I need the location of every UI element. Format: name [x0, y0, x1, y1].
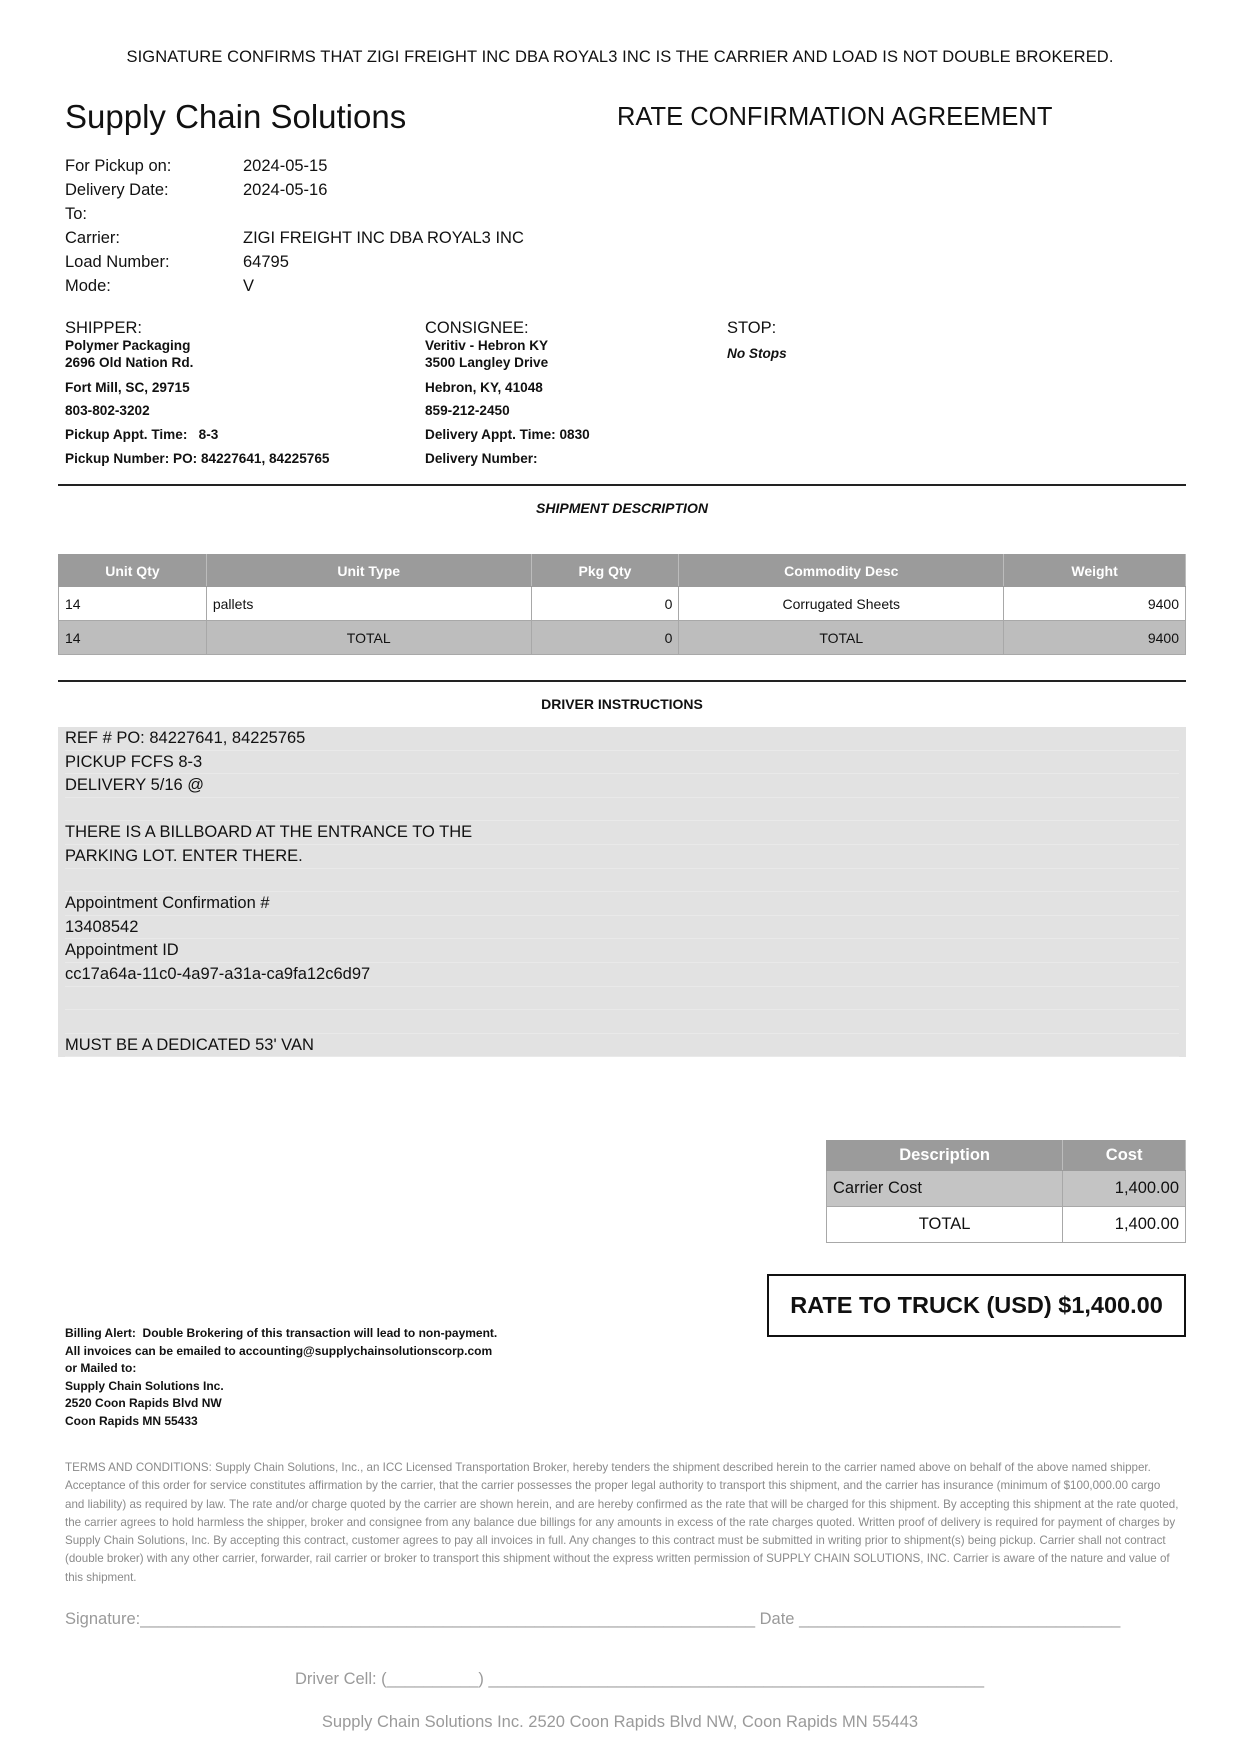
carrier-notice: SIGNATURE CONFIRMS THAT ZIGI FREIGHT INC DBA ROYAL3 INC IS THE CARRIER AND LOAD IS NOT DOUBLE BROKERED.	[126, 48, 1114, 66]
shipment-description-title: SHIPMENT DESCRIPTION	[536, 500, 708, 516]
driver-instructions-title: DRIVER INSTRUCTIONS	[541, 696, 703, 712]
consignee-address: 3500 Langley Drive	[425, 354, 549, 370]
mode-value: V	[243, 277, 255, 295]
total-unit-qty: 14	[59, 621, 207, 655]
consignee-appt-time: Delivery Appt. Time: 0830	[425, 427, 590, 442]
consignee-phone: 859-212-2450	[425, 403, 510, 418]
total-weight: 9400	[1004, 621, 1186, 655]
col-description: Description	[827, 1141, 1063, 1171]
shipment-table	[58, 554, 1186, 655]
cost-total-amount: 1,400.00	[1063, 1207, 1186, 1243]
shipper-pickup-number: Pickup Number: PO: 84227641, 84225765	[65, 451, 330, 466]
consignee-name: Veritiv - Hebron KY	[425, 338, 549, 353]
stop-heading: STOP:	[727, 319, 777, 337]
info-label: Carrier:	[65, 229, 121, 247]
info-row-to	[65, 202, 524, 226]
col-weight: Weight	[1004, 555, 1186, 587]
cell-weight: 9400	[1004, 587, 1186, 621]
cost-total-row	[827, 1207, 1186, 1243]
table-row	[59, 587, 1186, 621]
consignee-heading: CONSIGNEE:	[425, 319, 529, 337]
signature-line: Signature:___________________________________________________________________ Date ___________________________________	[65, 1610, 1121, 1628]
stop-value: No Stops	[727, 346, 787, 361]
total-pkg-qty: 0	[531, 621, 679, 655]
instruction-line: cc17a64a-11c0-4a97-a31a-ca9fa12c6d97	[65, 963, 1179, 987]
consignee-block	[425, 338, 548, 371]
info-row-pickup	[65, 154, 524, 178]
consignee-delivery-number: Delivery Number:	[425, 451, 538, 466]
info-label: Delivery Date:	[65, 181, 169, 199]
col-commodity-desc: Commodity Desc	[679, 555, 1004, 587]
instruction-line: Appointment ID	[65, 939, 1179, 963]
shipper-appt-time: Pickup Appt. Time: 8-3	[65, 427, 219, 442]
info-row-mode	[65, 274, 524, 298]
total-unit-type: TOTAL	[206, 621, 531, 655]
shipper-phone: 803-802-3202	[65, 403, 150, 418]
carrier-name: ZIGI FREIGHT INC DBA ROYAL3 INC	[243, 229, 524, 247]
billing-line: or Mailed to:	[65, 1361, 137, 1376]
billing-alert	[65, 1325, 497, 1431]
load-info	[65, 154, 524, 298]
instruction-line	[65, 869, 1179, 893]
info-row-load-number	[65, 250, 524, 274]
col-unit-type: Unit Type	[206, 555, 531, 587]
instruction-line	[65, 1010, 1179, 1034]
instruction-line	[65, 987, 1179, 1011]
driver-cell-line: Driver Cell: (__________) ______________________________________________________	[295, 1670, 985, 1688]
cell-unit-type: pallets	[206, 587, 531, 621]
col-cost: Cost	[1063, 1141, 1186, 1171]
info-label: Mode:	[65, 277, 111, 295]
billing-line: Billing Alert: Double Brokering of this transaction will lead to non-payment.	[65, 1326, 498, 1340]
cell-commodity-desc: Corrugated Sheets	[679, 587, 1004, 621]
cost-header-row	[827, 1141, 1186, 1171]
instruction-line: Appointment Confirmation #	[65, 892, 1179, 916]
info-label: For Pickup on:	[65, 157, 172, 175]
shipper-heading: SHIPPER:	[65, 319, 143, 337]
shipment-header-row	[59, 555, 1186, 587]
shipper-city: Fort Mill, SC, 29715	[65, 380, 190, 395]
instruction-line: PICKUP FCFS 8-3	[65, 751, 1179, 775]
instruction-line: THERE IS A BILLBOARD AT THE ENTRANCE TO THE	[65, 821, 1179, 845]
cell-unit-qty: 14	[59, 587, 207, 621]
divider	[58, 484, 1186, 486]
billing-line: 2520 Coon Rapids Blvd NW	[65, 1396, 222, 1411]
rate-to-truck: RATE TO TRUCK (USD) $1,400.00	[767, 1274, 1186, 1337]
col-unit-qty: Unit Qty	[59, 555, 207, 587]
delivery-date: 2024-05-16	[243, 181, 328, 199]
document-title: RATE CONFIRMATION AGREEMENT	[617, 103, 1053, 131]
info-label: Load Number:	[65, 253, 170, 271]
company-name: Supply Chain Solutions	[65, 98, 407, 135]
instruction-line: DELIVERY 5/16 @	[65, 774, 1179, 798]
billing-line: All invoices can be emailed to accounting@supplychainsolutionscorp.com	[65, 1343, 493, 1358]
info-row-delivery	[65, 178, 524, 202]
cost-table	[826, 1140, 1186, 1243]
total-commodity-desc: TOTAL	[679, 621, 1004, 655]
consignee-city: Hebron, KY, 41048	[425, 380, 543, 395]
billing-line: Supply Chain Solutions Inc.	[65, 1378, 224, 1393]
shipper-address: 2696 Old Nation Rd.	[65, 354, 194, 370]
table-total-row	[59, 621, 1186, 655]
load-number: 64795	[243, 253, 289, 271]
info-label: To:	[65, 205, 88, 223]
instruction-line	[65, 798, 1179, 822]
instruction-line: REF # PO: 84227641, 84225765	[65, 727, 1179, 751]
cell-pkg-qty: 0	[531, 587, 679, 621]
pickup-date: 2024-05-15	[243, 157, 328, 175]
terms-and-conditions: TERMS AND CONDITIONS: Supply Chain Solutions, Inc., an ICC Licensed Transportation Broker, hereby tenders the shipment described herein to the carrier named above on behalf of the above named shipper. Acceptance of this order for service constitutes affirmation by the carrier, that the carrier possesses the proper legal authority to transport this shipment, and the carrier has insurance (minimum of $100,000.00 cargo and liability) as required by law. The rate and/or charge quoted by the carrier are shown herein, and are hereby confirmed as the rate that will be charged for this shipment. By accepting this shipment at the rate quoted, the carrier agrees to hold harmless the shipper, broker and consignee from any balance due billings for any amounts in excess of the rate charges quoted. Written proof of delivery is required for payment of charges by Supply Chain Solutions, Inc. By accepting this contract, customer agrees to pay all invoices in full. Any changes to this contract must be submitted in writing prior to shipment(s) being pickup. Carrier shall not contract (double broker) with any other carrier, forwarder, rail carrier or broker to transport this shipment without the express written permission of SUPPLY CHAIN SOLUTIONS, INC. Carrier is aware of the nature and value of this shipment.	[65, 1461, 1179, 1584]
billing-line: Coon Rapids MN 55433	[65, 1413, 198, 1428]
shipper-name: Polymer Packaging	[65, 338, 191, 353]
col-pkg-qty: Pkg Qty	[531, 555, 679, 587]
shipper-block	[65, 338, 193, 371]
info-row-carrier	[65, 226, 524, 250]
cost-description: Carrier Cost	[827, 1171, 1063, 1207]
driver-instructions-box	[58, 727, 1186, 1057]
table-row	[827, 1171, 1186, 1207]
instruction-line: 13408542	[65, 916, 1179, 940]
cost-amount: 1,400.00	[1063, 1171, 1186, 1207]
footer-address: Supply Chain Solutions Inc. 2520 Coon Rapids Blvd NW, Coon Rapids MN 55443	[321, 1713, 919, 1731]
instruction-line: PARKING LOT. ENTER THERE.	[65, 845, 1179, 869]
divider	[58, 680, 1186, 682]
instruction-line: MUST BE A DEDICATED 53' VAN	[65, 1034, 1179, 1058]
cost-total-label: TOTAL	[827, 1207, 1063, 1243]
